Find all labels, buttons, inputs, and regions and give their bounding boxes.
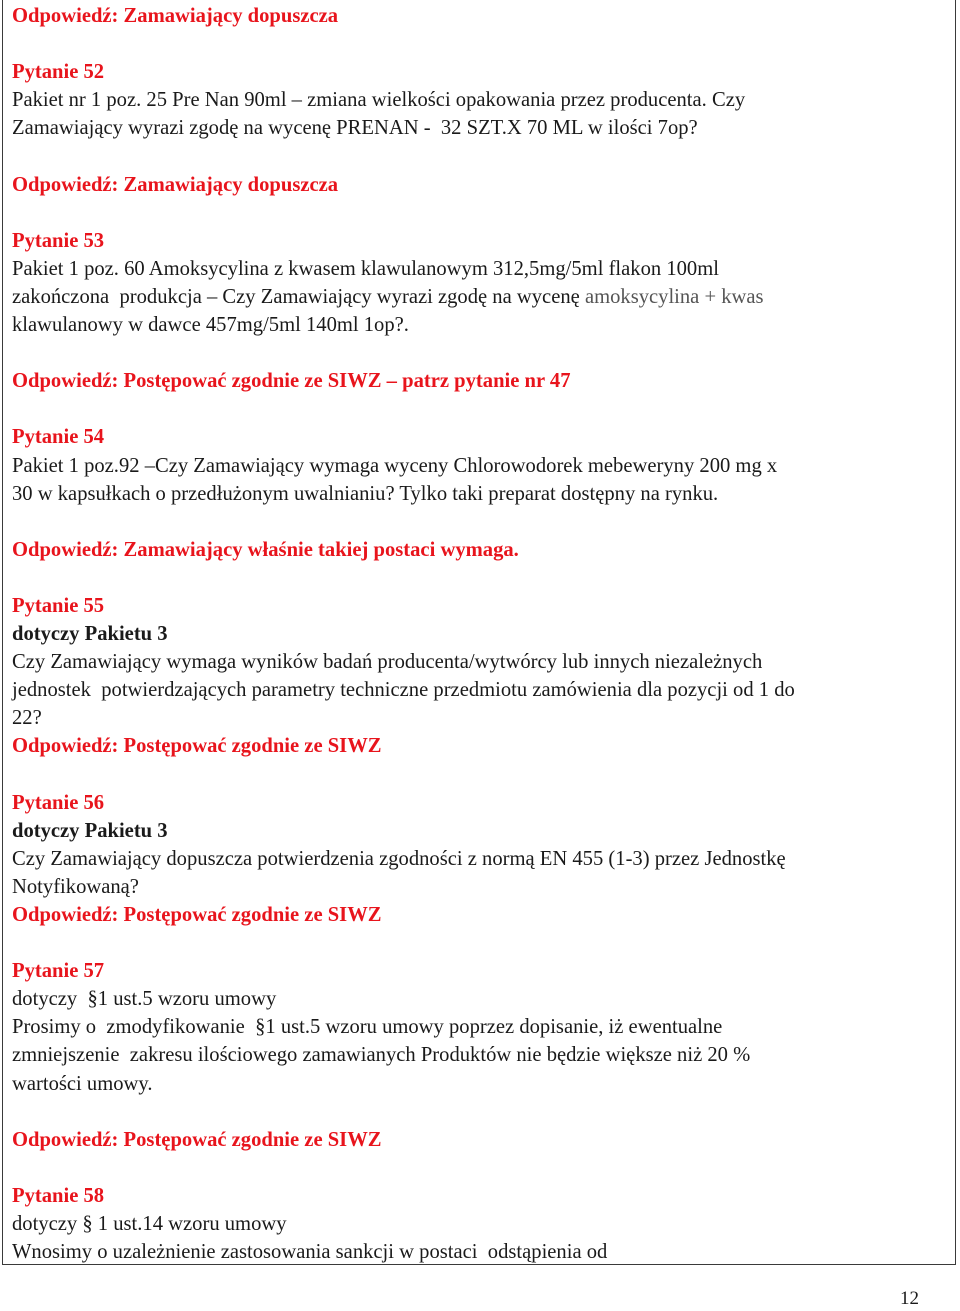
question-57-text-3: wartości umowy. (12, 1072, 153, 1095)
question-53-title: Pytanie 53 (12, 229, 105, 252)
question-56-text-2: Notyfikowaną? (12, 875, 139, 898)
question-55-text-2: jednostek potwierdzających parametry techniczne przedmiotu zamówienia dla pozycji od 1 do (12, 679, 795, 702)
page-number: 12 (900, 1288, 919, 1309)
spacer (12, 1154, 948, 1182)
question-57-text-1: Prosimy o zmodyfikowanie §1 ust.5 wzoru umowy poprzez dopisanie, iż ewentualne (12, 1016, 723, 1039)
spacer (12, 929, 948, 957)
question-53-text-2b: amoksycylina + kwas (584, 285, 764, 308)
answer-51: Odpowiedź: Zamawiający dopuszcza (12, 5, 339, 27)
question-56-text-1: Czy Zamawiający dopuszcza potwierdzenia zgodności z normą EN 455 (1-3) przez Jednostkę (12, 847, 786, 870)
answer-53: Odpowiedź: Postępować zgodnie ze SIWZ – patrz pytanie nr 47 (12, 370, 571, 393)
question-56-title: Pytanie 56 (12, 791, 105, 814)
question-56-subject: dotyczy Pakietu 3 (12, 819, 168, 842)
spacer (12, 564, 948, 592)
question-58-subject: dotyczy § 1 ust.14 wzoru umowy (12, 1213, 287, 1236)
question-54-text-2: 30 w kapsułkach o przedłużonym uwalnianiu? Tylko taki preparat dostępny na rynku. (12, 482, 719, 505)
spacer (12, 142, 948, 170)
question-57-title: Pytanie 57 (12, 960, 105, 983)
question-52-title: Pytanie 52 (12, 61, 105, 84)
question-52-text-1: Pakiet nr 1 poz. 25 Pre Nan 90ml – zmiana wielkości opakowania przez producenta. Czy (12, 89, 746, 112)
question-55-title: Pytanie 55 (12, 594, 105, 617)
question-57-text-2: zmniejszenie zakresu ilościowego zamawianych Produktów nie będzie większe niż 20 % (12, 1044, 751, 1067)
question-53-text-2 (12, 283, 948, 311)
question-53-text-2a: zakończona produkcja – Czy Zamawiający wyrazi zgodę na wycenę (12, 285, 585, 308)
answer-52: Odpowiedź: Zamawiający dopuszcza (12, 173, 339, 196)
question-53-text-1: Pakiet 1 poz. 60 Amoksycylina z kwasem klawulanowym 312,5mg/5ml flakon 100ml (12, 257, 719, 280)
spacer (12, 1098, 948, 1126)
spacer (12, 339, 948, 367)
question-55-subject: dotyczy Pakietu 3 (12, 623, 168, 646)
answer-54: Odpowiedź: Zamawiający właśnie takiej postaci wymaga. (12, 538, 519, 561)
spacer (12, 761, 948, 789)
document-body (12, 2, 948, 1266)
spacer (12, 508, 948, 536)
question-58-title: Pytanie 58 (12, 1184, 105, 1207)
answer-57: Odpowiedź: Postępować zgodnie ze SIWZ (12, 1128, 382, 1151)
question-58-text-1: Wnosimy o uzależnienie zastosowania sankcji w postaci odstąpienia od (12, 1241, 608, 1264)
spacer (12, 30, 948, 58)
answer-56: Odpowiedź: Postępować zgodnie ze SIWZ (12, 904, 382, 926)
question-54-title: Pytanie 54 (12, 426, 105, 449)
question-57-subject: dotyczy §1 ust.5 wzoru umowy (12, 988, 277, 1011)
question-52-text-2: Zamawiający wyrazi zgodę na wycenę PRENAN - 32 SZT.X 70 ML w ilości 7op? (12, 117, 698, 140)
answer-55: Odpowiedź: Postępować zgodnie ze SIWZ (12, 735, 382, 758)
question-55-text-3: 22? (12, 707, 42, 730)
spacer (12, 199, 948, 227)
question-55-text-1: Czy Zamawiający wymaga wyników badań producenta/wytwórcy lub innych niezależnych (12, 651, 763, 674)
spacer (12, 395, 948, 423)
question-54-text-1: Pakiet 1 poz.92 –Czy Zamawiający wymaga wyceny Chlorowodorek mebeweryny 200 mg x (12, 454, 778, 477)
question-53-text-3: klawulanowy w dawce 457mg/5ml 140ml 1op?. (12, 314, 409, 337)
